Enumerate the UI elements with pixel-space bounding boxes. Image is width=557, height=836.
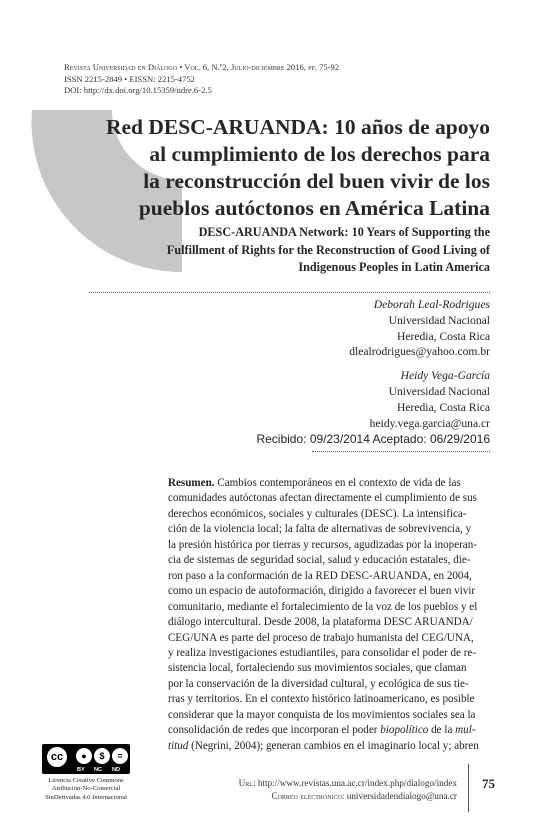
author-location: Heredia, Costa Rica — [396, 400, 490, 414]
abstract-line: considerar que la mayor conquista de los movimientos sociales sea la — [168, 708, 476, 721]
abstract-line: y realiza investigaciones estudiantiles, para consolidar el poder de re- — [168, 646, 477, 659]
email-label: Correo electrónico: — [271, 790, 345, 801]
author-email[interactable]: heidy.vega.garcia@una.cr — [369, 416, 490, 430]
abstract-line — [168, 476, 490, 491]
abstract-text: consolidación de redes que incorporan el poder — [168, 724, 378, 737]
accepted-label: Aceptado: — [372, 432, 427, 446]
received-label: Recibido: — [256, 432, 307, 446]
abstract-text: de la — [431, 724, 453, 737]
page-number: 75 — [482, 776, 495, 791]
abstract-label: Resumen. — [168, 477, 215, 489]
article-title — [50, 114, 490, 222]
footer-divider — [468, 764, 469, 812]
abstract-line: cia de sistemas de seguridad social, salud y educación estatales, die- — [168, 554, 471, 567]
by-person-icon: ● — [74, 746, 94, 766]
abstract-line: rras y territorios. En el contexto histórico latinoamericano, es posible — [168, 693, 475, 706]
abstract-text: (Negrini, 2004); generan cambios en el imaginario local y; abren — [191, 739, 479, 752]
authors-block — [190, 297, 490, 439]
journal-header — [64, 62, 484, 97]
cc-nd-label: ND — [112, 767, 121, 773]
doi-line: DOI: http://dx.doi.org/10.15359/udre.6-2.5 — [64, 85, 212, 96]
license-line: Atribución-No-Comercial — [51, 785, 121, 793]
license-text — [40, 777, 132, 802]
author-entry — [190, 297, 490, 360]
abstract — [168, 476, 490, 754]
abstract-line: ron paso a la conformación de la RED DESC-ARUANDA, en 2004, — [168, 569, 472, 582]
author-location: Heredia, Costa Rica — [396, 329, 490, 343]
abstract-line — [168, 723, 490, 738]
divider-bottom — [312, 451, 490, 452]
cc-icon — [45, 745, 69, 769]
subtitle-line: Indigenous Peoples in Latin America — [298, 260, 490, 274]
title-line: Red DESC-ARUANDA: 10 años de apoyo — [105, 115, 490, 139]
abstract-line — [168, 739, 490, 754]
abstract-line: como un espacio de autoformación, dirigido a favorecer el buen vivir — [168, 585, 476, 598]
issn-line: ISSN 2215-2849 • EISSN: 2215-4752 — [64, 73, 195, 84]
journal-email-link[interactable]: universidadendialogo@una.cr — [346, 790, 457, 801]
cc-badge[interactable] — [42, 744, 130, 774]
title-line: al cumplimiento de los derechos para — [149, 142, 490, 166]
title-line: la reconstrucción del buen vivir de los — [143, 169, 490, 193]
received-date: 09/23/2014 — [309, 432, 370, 446]
license-line: Licencia Creative Commons — [48, 777, 124, 784]
abstract-line: diálogo intercultural. Desde 2008, la plataforma DESC ARUANDA/ — [168, 616, 473, 629]
cc-by-label: BY — [77, 767, 85, 773]
author-entry — [190, 368, 490, 431]
page-footer — [127, 777, 457, 802]
abstract-line: derechos económicos, sociales y culturales (DESC). La intensifica- — [168, 507, 467, 520]
author-name: Heidy Vega-García — [400, 369, 490, 383]
nc-dollar-icon: $ — [92, 746, 112, 766]
journal-line: Revista Universidad en Diálogo • Vol. 6, N.º2, Julio-diciembre 2016, pp. 75-92 — [64, 62, 340, 72]
cc-nc-label: NC — [94, 767, 103, 773]
cc-icon-text: cc — [50, 751, 64, 763]
url-label: Url: — [238, 778, 256, 788]
author-institution: Universidad Nacional — [388, 384, 490, 398]
divider-top — [89, 292, 490, 293]
abstract-line: CEG/UNA es parte del proceso de trabajo humanista del CEG/UNA, — [168, 631, 474, 644]
subtitle-line: Fulfillment of Rights for the Reconstruction of Good Living of — [166, 242, 490, 257]
author-institution: Universidad Nacional — [388, 313, 490, 327]
abstract-line: ción de la violencia local; la falta de alternativas de sobrevivencia, y — [168, 523, 472, 536]
journal-url-link[interactable]: http://www.revistas.una.ac.cr/index.php/dialogo/index — [257, 778, 457, 788]
abstract-italic: titud — [168, 739, 189, 752]
abstract-line: comunitario, mediante el fortalecimiento de la voz de los pueblos y el — [168, 600, 478, 613]
article-subtitle — [110, 224, 490, 277]
abstract-line: comunidades autóctonas afectan directamente el cumplimiento de sus — [168, 492, 477, 505]
abstract-line: la presión histórica por tierras y recursos, agudizadas por la inoperan- — [168, 538, 477, 551]
abstract-italic: biopolítico — [380, 724, 429, 737]
creative-commons-license[interactable] — [40, 744, 132, 802]
abstract-line: por la conservación de la diversidad cultural, y ecológica de sus tie- — [168, 677, 469, 690]
subtitle-line: DESC-ARUANDA Network: 10 Years of Supporting the — [198, 225, 490, 239]
author-name: Deborah Leal-Rodrigues — [373, 298, 490, 311]
title-line: pueblos autóctonos en América Latina — [138, 196, 490, 220]
abstract-text: Cambios contemporáneos en el contexto de vida de las — [217, 477, 461, 489]
nd-equals-icon: = — [110, 746, 130, 766]
author-email[interactable]: dlealrodrigues@yahoo.com.br — [349, 345, 490, 359]
footer-email-line — [127, 790, 457, 803]
license-line: SinDerivadas 4.0 Internacional — [45, 793, 127, 801]
dates-line — [256, 432, 490, 446]
abstract-line: sistencia local, fortaleciendo sus movimientos sociales, que claman — [168, 662, 467, 675]
accepted-date: 06/29/2016 — [429, 432, 490, 446]
abstract-italic: mul- — [455, 724, 476, 737]
footer-url-line — [127, 777, 457, 790]
